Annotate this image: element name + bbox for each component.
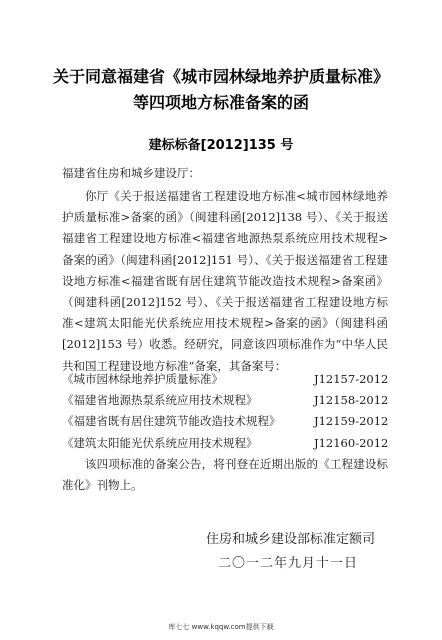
addressee: 福建省住房和城乡建设厅： bbox=[62, 166, 200, 180]
standard-row bbox=[62, 369, 392, 390]
standard-name: 《福建省地源热泵系统应用技术规程》 bbox=[62, 393, 258, 408]
standard-code: J12159-2012 bbox=[314, 414, 389, 429]
footer-watermark: 库七七 www.kqqw.com提供下载 bbox=[168, 623, 274, 631]
doc-title-line-1: 关于同意福建省《城市园林绿地养护质量标准》 bbox=[52, 67, 389, 86]
standard-code: J12158-2012 bbox=[314, 393, 389, 408]
signature-org: 住房和城乡建设部标准定额司 bbox=[206, 532, 376, 547]
standard-name: 《福建省既有居住建筑节能改造技术规程》 bbox=[62, 414, 281, 429]
standard-name: 《城市园林绿地养护质量标准》 bbox=[62, 372, 223, 386]
closing-section bbox=[62, 454, 388, 496]
standard-code: J12160-2012 bbox=[314, 435, 389, 450]
closing-paragraph: 该四项标准的备案公告，将刊登在近期出版的《工程建设标准化》刊物上。 bbox=[62, 457, 388, 493]
signature-date: 二〇一二年九月十一日 bbox=[218, 556, 359, 571]
standard-row bbox=[62, 433, 392, 454]
standard-row bbox=[62, 411, 392, 432]
standard-code: J12157-2012 bbox=[314, 372, 389, 386]
document-number: 建标标备[2012]135 号 bbox=[148, 138, 294, 153]
body-paragraph: 你厅《关于报送福建省工程建设地方标准<城市园林绿地养护质量标准>备案的函》（闽建科函[2012]138 号）、《关于报送福建省工程建设地方标准<福建省地源热泵系统应用技术规程>备案的函》（闽建科函[2012]151 号）、《关于报送福建省工程建设地方标准<福建省既有居住建筑节能改造技术规程>备案函》（闽建科函[2012]152 号）、《关于报送福建省工程建设地方标准<建筑太阳能光伏系统应用技术规程>备案的函》（闽建科函[2012]153 号）收悉。经研究，同意该四项标准作为“中华人民共和国工程建设地方标准”备案，其备案号： bbox=[62, 189, 388, 373]
standard-row bbox=[62, 390, 392, 411]
doc-title-line-2: 等四项地方标准备案的函 bbox=[132, 93, 309, 112]
standard-name: 《建筑太阳能光伏系统应用技术规程》 bbox=[62, 435, 258, 450]
body-section bbox=[62, 186, 388, 377]
standards-list bbox=[62, 369, 392, 454]
